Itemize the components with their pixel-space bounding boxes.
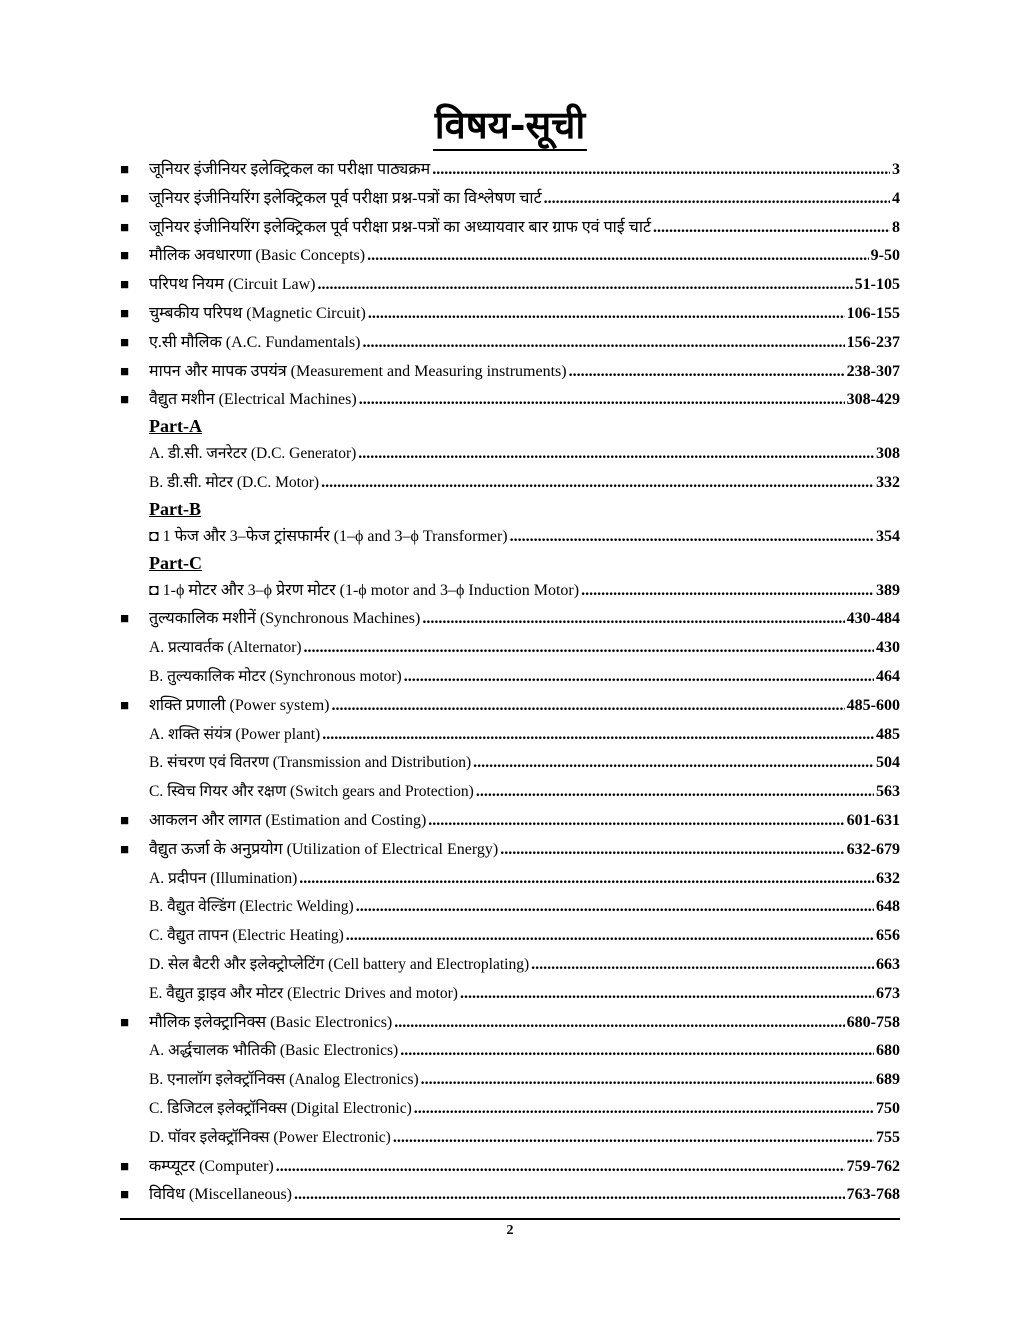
toc-page-number: 750 [876, 1099, 900, 1117]
toc-entry [120, 186, 900, 215]
toc-entry-label [149, 524, 508, 546]
dot-leader [432, 161, 890, 179]
toc-page-number: 656 [876, 927, 900, 945]
toc-entry-label [149, 635, 302, 657]
bullet-square-icon: ■ [120, 1158, 130, 1175]
toc-entry-text: E. वैद्युत ड्राइव और मोटर (Electric Drives and motor) [149, 984, 458, 1002]
toc-entry-label [149, 866, 297, 888]
toc-entry-label [149, 1125, 391, 1147]
toc-entry-text: C. डिजिटल इलेक्ट्रॉनिक्स (Digital Electronic) [149, 1099, 412, 1117]
toc-subentry [120, 779, 900, 808]
toc-entry [120, 330, 900, 359]
toc-page-number: 156-237 [846, 333, 900, 351]
toc-entry [120, 837, 900, 866]
toc-page-number: 485-600 [846, 696, 900, 714]
toc-page-number: 332 [876, 473, 900, 491]
toc-entry-label [149, 1010, 392, 1032]
toc-entry-label [149, 301, 366, 323]
toc-page-number: 632-679 [846, 840, 900, 858]
toc-entry-text: जूनियर इंजीनियरिंग इलेक्ट्रिकल पूर्व परीक्षा प्रश्न-पत्रों का विश्लेषण चार्ट [149, 189, 542, 207]
dot-leader [317, 276, 852, 294]
toc-subentry [120, 1125, 900, 1154]
toc-page-number: 354 [876, 527, 900, 545]
toc-entry-text: C. वैद्युत तापन (Electric Heating) [149, 927, 344, 945]
toc-entry-text: A. डी.सी. जनरेटर (D.C. Generator) [149, 445, 357, 463]
footer-rule [120, 1218, 900, 1220]
toc-entry-label [149, 330, 360, 352]
toc-page-number: 689 [876, 1071, 900, 1089]
toc-entry-text: A. प्रत्यावर्तक (Alternator) [149, 639, 302, 657]
toc-part-heading [120, 553, 900, 578]
toc-subentry [120, 1096, 900, 1125]
toc-entry-text: परिपथ नियम (Circuit Law) [149, 276, 316, 294]
toc-entry-label [149, 779, 474, 801]
bullet-square-icon: ■ [120, 1187, 130, 1204]
toc-entry-text: B. डी.सी. मोटर (D.C. Motor) [149, 473, 320, 491]
toc-entry-label [149, 1182, 292, 1204]
toc-entry-text: आकलन और लागत (Estimation and Costing) [149, 811, 427, 829]
toc-page-number: 464 [876, 667, 900, 685]
toc-entry-label [149, 243, 365, 265]
toc-entry-text: A. शक्ति संयंत्र (Power plant) [149, 725, 321, 743]
dot-leader [393, 1129, 874, 1147]
toc-page-number: 648 [876, 898, 900, 916]
toc-entry-label [149, 750, 471, 772]
bullet-square-icon: ■ [120, 219, 130, 236]
dot-leader [428, 812, 844, 830]
toc-page-number: 3 [892, 161, 900, 178]
dot-leader [299, 870, 874, 888]
toc-entry-label [149, 1067, 419, 1089]
toc-page-number: 673 [876, 984, 900, 1002]
toc-subentry [120, 923, 900, 952]
toc-entry-label [149, 1154, 274, 1176]
toc-subentry [120, 866, 900, 895]
toc-entry-label [149, 664, 402, 686]
toc-entry-label [149, 157, 430, 179]
bullet-square-icon: ■ [120, 305, 130, 322]
bullet-square-icon: ■ [120, 190, 130, 207]
toc-entry [120, 359, 900, 388]
toc-subentry [120, 578, 900, 607]
toc-page-number: 308-429 [846, 391, 900, 409]
dot-leader [367, 247, 869, 265]
toc-entry-label [149, 837, 498, 859]
toc-entry [120, 272, 900, 301]
toc-entry [120, 1010, 900, 1039]
part-label: Part-B [149, 498, 201, 519]
toc-entry-text: B. एनालॉग इलेक्ट्रॉनिक्स (Analog Electronics) [149, 1071, 419, 1089]
toc-entry-text: मौलिक अवधारणा (Basic Concepts) [149, 247, 366, 265]
toc-entry-label [149, 808, 426, 830]
toc-entry-text: विविध (Miscellaneous) [149, 1186, 292, 1204]
toc-subentry [120, 441, 900, 470]
dot-leader [404, 668, 874, 686]
toc-entry-text: कम्प्यूटर (Computer) [149, 1157, 274, 1175]
bullet-square-icon: ■ [120, 248, 130, 265]
toc-subentry [120, 1067, 900, 1096]
toc-page-number: 51-105 [854, 276, 900, 294]
toc-page-number: 9-50 [870, 247, 900, 265]
toc-page-number: 389 [876, 581, 900, 599]
toc-page-number: 485 [876, 725, 900, 743]
toc-page-number: 308 [876, 445, 900, 463]
toc-entry-label [149, 722, 320, 744]
bullet-square-icon: ■ [120, 392, 130, 409]
toc-entry-text: ए.सी मौलिक (A.C. Fundamentals) [149, 333, 361, 351]
toc-entry-text: शक्ति प्रणाली (Power system) [149, 696, 330, 714]
toc-subentry [120, 722, 900, 751]
toc-page-number: 663 [876, 955, 900, 973]
toc-page-number: 238-307 [846, 362, 900, 380]
dot-leader [294, 1186, 845, 1204]
toc-entry-label [149, 359, 567, 381]
toc-page-number: 504 [876, 754, 900, 772]
dot-leader [394, 1014, 844, 1032]
toc-entry-label [149, 387, 357, 409]
page-number: 2 [506, 1223, 514, 1238]
toc-entry-label [149, 606, 420, 628]
toc-entry-text: A. प्रदीपन (Illumination) [149, 869, 298, 887]
bullet-square-icon: ■ [120, 1014, 130, 1031]
bullet-square-icon: ■ [120, 162, 130, 178]
toc-page-number: 430-484 [846, 610, 900, 628]
toc-entry-text: D. सेल बैटरी और इलेक्ट्रोप्लेटिंग (Cell battery and Electroplating) [149, 955, 530, 973]
dot-leader [400, 1042, 874, 1060]
bullet-square-icon: ■ [120, 363, 130, 380]
toc-entry-label [149, 470, 319, 492]
toc-subentry [120, 470, 900, 499]
toc-subentry [120, 524, 900, 553]
dot-leader [422, 610, 844, 628]
toc-subentry [120, 635, 900, 664]
toc-subentry [120, 750, 900, 779]
toc-subentry [120, 952, 900, 981]
toc-page-number: 4 [892, 189, 900, 207]
toc-page-number: 759-762 [846, 1157, 900, 1175]
toc-entry-label [149, 693, 330, 715]
toc-entry-text: जूनियर इंजीनियर इलेक्ट्रिकल का परीक्षा पाठ्यक्रम [149, 161, 431, 178]
toc-entry [120, 808, 900, 837]
toc-entry-label [149, 272, 315, 294]
toc-entry-label [149, 952, 529, 974]
toc-entry-text: वैद्युत मशीन (Electrical Machines) [149, 391, 357, 409]
bullet-square-icon: ■ [120, 277, 130, 294]
dot-leader [332, 697, 845, 715]
checkbox-square-icon: ◘ [149, 581, 159, 599]
checkbox-square-icon: ◘ [149, 527, 159, 545]
toc-subentry [120, 894, 900, 923]
toc-page-number: 106-155 [846, 304, 900, 322]
toc-entry-text: 1-ϕ मोटर और 3–ϕ प्रेरण मोटर (1-ϕ motor and 3–ϕ Induction Motor) [162, 581, 580, 599]
dot-leader [500, 841, 844, 859]
toc-page-number: 563 [876, 783, 900, 801]
toc-entry-label [149, 981, 458, 1003]
toc-subentry [120, 664, 900, 693]
part-label: Part-A [149, 416, 202, 437]
part-label: Part-C [149, 552, 202, 573]
toc-entry-text: B. वैद्युत वेल्डिंग (Electric Welding) [149, 898, 354, 916]
dot-leader [304, 639, 874, 657]
toc-entry-text: तुल्यकालिक मशीनें (Synchronous Machines) [149, 610, 421, 628]
toc-subentry [120, 981, 900, 1010]
dot-leader [356, 898, 874, 916]
toc-entry-text: चुम्बकीय परिपथ (Magnetic Circuit) [149, 304, 366, 322]
toc-entry [120, 387, 900, 416]
bullet-square-icon: ■ [120, 812, 130, 829]
toc-entry-label [149, 578, 579, 600]
toc-entry-text: D. पॉवर इलेक्ट्रॉनिक्स (Power Electronic) [149, 1128, 391, 1146]
toc-entry [120, 1154, 900, 1183]
toc-entry [120, 243, 900, 272]
dot-leader [510, 528, 874, 546]
dot-leader [359, 391, 845, 409]
toc-entry-label [149, 1038, 398, 1060]
dot-leader [544, 190, 890, 208]
table-of-contents [120, 157, 900, 1211]
dot-leader [358, 445, 874, 463]
dot-leader [362, 334, 844, 352]
toc-entry-text: वैद्युत ऊर्जा के अनुप्रयोग (Utilization of Electrical Energy) [149, 840, 499, 858]
dot-leader [473, 754, 874, 772]
toc-entry-label [149, 186, 542, 208]
dot-leader [346, 927, 874, 945]
toc-page-number: 601-631 [846, 811, 900, 829]
page-title [0, 98, 1020, 150]
toc-entry-text: 1 फेज और 3–फेज ट्रांसफार्मर (1–ϕ and 3–ϕ Transformer) [162, 527, 508, 545]
toc-page-number: 755 [876, 1128, 900, 1146]
title-text: विषय-सूची [433, 102, 587, 151]
toc-entry [120, 157, 900, 186]
dot-leader [581, 582, 874, 600]
toc-page-number: 632 [876, 869, 900, 887]
toc-entry [120, 1182, 900, 1211]
bullet-square-icon: ■ [120, 334, 130, 351]
toc-part-heading [120, 499, 900, 524]
toc-page-number: 8 [892, 218, 900, 236]
toc-entry-text: जूनियर इंजीनियरिंग इलेक्ट्रिकल पूर्व परीक्षा प्रश्न-पत्रों का अध्यायवार बार ग्राफ एवं पाई चार्ट [149, 218, 652, 236]
bullet-square-icon: ■ [120, 611, 130, 628]
bullet-square-icon: ■ [120, 697, 130, 714]
toc-entry [120, 301, 900, 330]
dot-leader [653, 219, 890, 237]
dot-leader [476, 783, 874, 801]
toc-entry-text: C. स्विच गियर और रक्षण (Switch gears and Protection) [149, 783, 474, 801]
dot-leader [460, 985, 874, 1003]
dot-leader [368, 305, 845, 323]
dot-leader [531, 956, 874, 974]
dot-leader [276, 1158, 845, 1176]
toc-page-number: 680 [876, 1042, 900, 1060]
toc-page-number: 763-768 [846, 1186, 900, 1204]
dot-leader [569, 363, 845, 381]
toc-entry-text: मौलिक इलेक्ट्रानिक्स (Basic Electronics) [149, 1013, 393, 1031]
toc-entry-text: B. तुल्यकालिक मोटर (Synchronous motor) [149, 667, 402, 685]
dot-leader [414, 1100, 874, 1118]
toc-entry-label [149, 923, 344, 945]
toc-part-heading [120, 416, 900, 441]
toc-entry-label [149, 1096, 412, 1118]
dot-leader [421, 1071, 874, 1089]
toc-page-number: 680-758 [846, 1013, 900, 1031]
toc-entry-label [149, 894, 354, 916]
toc-entry-label [149, 441, 356, 463]
toc-entry-label [149, 215, 651, 237]
toc-entry-text: मापन और मापक उपयंत्र (Measurement and Measuring instruments) [149, 362, 567, 380]
toc-entry [120, 606, 900, 635]
dot-leader [321, 474, 874, 492]
toc-entry-text: B. संचरण एवं वितरण (Transmission and Distribution) [149, 754, 472, 772]
toc-subentry [120, 1038, 900, 1067]
toc-entry [120, 215, 900, 244]
toc-entry [120, 693, 900, 722]
bullet-square-icon: ■ [120, 841, 130, 858]
toc-page-number: 430 [876, 639, 900, 657]
dot-leader [322, 726, 874, 744]
toc-entry-text: A. अर्द्धचालक भौतिकी (Basic Electronics) [149, 1042, 399, 1060]
